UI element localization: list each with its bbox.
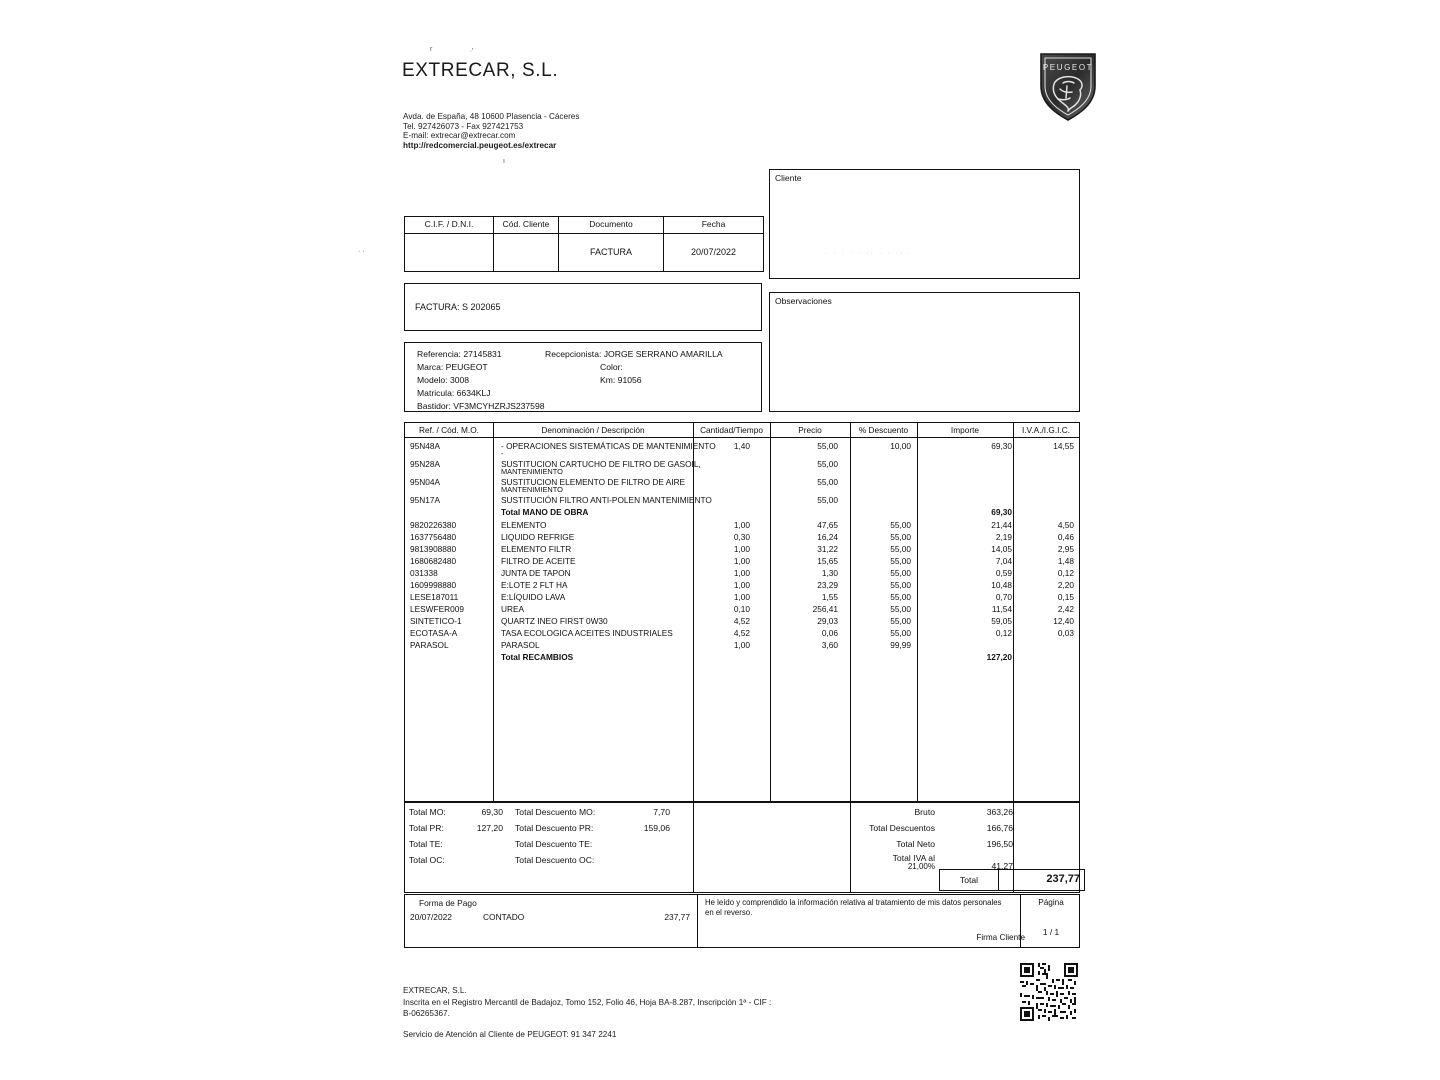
totals-right-label: Total Neto [896,839,935,849]
cell-iva: 0,46 [1057,532,1074,542]
footer-registry-line1: Inscrita en el Registro Mercantil de Badajoz, Tomo 152, Folio 46, Hoja BA-8.287, Inscripción 1ª - CIF : [403,997,772,1007]
cell-denominacion: QUARTZ INEO FIRST 0W30 [501,616,608,626]
cell-importe: 69,30 [991,441,1012,451]
totals-right-value: 196,50 [986,839,1013,849]
cell-cantidad: 1,00 [733,544,750,554]
cell-descuento: 55,00 [890,616,911,626]
column-divider [693,803,694,892]
invoice-number: FACTURA: S 202065 [415,302,501,312]
cell-ref: SINTETICO-1 [410,616,462,626]
cell-cantidad: 0,10 [733,604,750,614]
grand-total-label: Total [959,875,979,885]
company-address-line1: Avda. de España, 48 10600 Plasencia - Cáceres [403,112,580,121]
company-phone-fax: Tel. 927426073 - Fax 927421753 [403,121,524,131]
table-row [405,544,1079,556]
vehicle-info-box [404,342,762,412]
totals-left-label: Total OC: [409,855,445,865]
fecha-value: 20/07/2022 [690,247,737,257]
cell-precio: 55,00 [817,477,838,487]
page-value: 1 / 1 [1042,927,1060,937]
column-divider [697,895,698,947]
forma-de-pago-label: Forma de Pago [419,898,477,908]
referencia: Referencia: 27145831 [417,349,502,359]
cell-ref: LESWFER009 [410,604,464,614]
scan-speck: ı [503,158,505,165]
color: Color: [600,362,623,372]
cliente-faint-text: · · · · · ·· · · ·· · [825,250,913,257]
cell-descuento: 55,00 [890,568,911,578]
cell-ref: 1680682480 [410,556,457,566]
cell-denominacion: E:LÍQUIDO LAVA [501,592,566,602]
table-row [405,580,1079,592]
company-name: EXTRECAR, S.L. [402,60,559,81]
cell-precio: 55,00 [817,495,838,505]
signature-label: Firma Cliente [976,933,1025,942]
cif-dni-header: C.I.F. / D.N.I. [424,219,474,229]
cell-importe: 127,20 [986,652,1012,662]
cell-cantidad: 4,52 [733,628,750,638]
cell-importe: 11,54 [991,604,1012,614]
cell-precio: 1,55 [821,592,838,602]
cell-precio: 15,65 [817,556,838,566]
cliente-label: Cliente [775,173,802,183]
company-address [403,112,579,150]
cell-denominacion: Total RECAMBIOS [501,652,574,662]
cell-descuento: 55,00 [890,580,911,590]
cell-descuento: 10,00 [890,441,911,451]
totals-right-value: 41,27 [991,861,1013,871]
footer-customer-service: Servicio de Atención al Cliente de PEUGEOT: 91 347 2241 [403,1029,617,1039]
cod-cliente-cell [493,216,559,272]
cell-ref: 1637756480 [410,532,457,542]
cell-ref: 031338 [410,568,438,578]
grand-total-value: 237,77 [1046,873,1080,885]
cell-iva: 14,55 [1053,441,1074,451]
cell-precio: 47,65 [817,520,838,530]
recepcionista: Recepcionista: JORGE SERRANO AMARILLA [545,349,723,359]
cell-denominacion: Total MANO DE OBRA [501,507,589,517]
divider [405,233,493,234]
payment-amount: 237,77 [664,912,690,922]
header-importe: Importe [950,425,980,435]
cell-importe: 0,12 [995,628,1012,638]
table-row [405,556,1079,568]
fecha-cell [663,216,764,272]
divider [998,870,999,890]
table-row [405,640,1079,652]
observaciones-box [769,292,1080,412]
payment-box [404,894,1080,948]
footer-legal [403,985,1023,1040]
footer-company: EXTRECAR, S.L. [403,986,467,995]
invoice-number-box [404,283,762,331]
cell-denominacion-line2: MANTENIMIENTO [501,485,563,494]
cell-importe: 69,30 [991,507,1012,517]
cell-importe: 10,48 [991,580,1012,590]
cell-descuento: 55,00 [890,544,911,554]
cell-cantidad: 0,30 [733,532,750,542]
line-items-header-row [405,423,1079,438]
cell-precio: 0,06 [821,628,838,638]
matricula: Matricula: 6634KLJ [417,388,491,398]
cell-ref: 95N48A [410,441,440,451]
cell-descuento: 55,00 [890,556,911,566]
cell-denominacion: SUSTITUCION CARTUCHO DE FILTRO DE GASOIL, [501,459,701,469]
cell-cantidad: 1,00 [733,580,750,590]
cell-precio: 31,22 [817,544,838,554]
peugeot-wordmark: PEUGEOT [1042,63,1094,72]
cell-importe: 7,04 [995,556,1012,566]
spacer [403,1020,1023,1029]
cell-iva: 1,48 [1057,556,1074,566]
scan-speck: · · [358,248,365,255]
marca: Marca: PEUGEOT [417,362,488,372]
payment-method: CONTADO [483,912,525,922]
documento-value: FACTURA [589,247,632,257]
cell-ref: LESE187011 [410,592,459,602]
cell-precio: 29,03 [817,616,838,626]
cell-cantidad: 1,00 [733,640,750,650]
cell-denominacion: - OPERACIONES SISTEMÁTICAS DE MANTENIMIENTO [501,441,716,451]
payment-date: 20/07/2022 [410,912,452,922]
company-email: E-mail: extrecar@extrecar.com [403,131,516,141]
cell-iva: 4,50 [1057,520,1074,530]
totals-left-label: Total MO: [409,807,446,817]
totals-discount-label: Total Descuento PR: [515,823,594,833]
header-descuento: % Descuento [858,425,909,435]
cell-iva: 0,12 [1057,568,1074,578]
cell-importe: 2,19 [995,532,1012,542]
cell-cantidad: 1,00 [733,592,750,602]
totals-left-label: Total TE: [409,839,443,849]
legal-consent-text: He leído y comprendido la información relativa al tratamiento de mis datos personales en el reverso. [705,898,1002,917]
cell-ref: 9813908880 [410,544,457,554]
cell-denominacion: E:LOTE 2 FLT HA [501,580,568,590]
cell-iva: 0,15 [1057,592,1074,602]
totals-right-label: Total IVA al [892,853,935,863]
table-row [405,495,1079,507]
observaciones-label: Observaciones [775,296,832,306]
cell-importe: 59,05 [991,616,1012,626]
table-row [405,441,1079,453]
cell-ref: 95N17A [410,495,440,505]
cell-cantidad: 1,40 [733,441,750,451]
table-row [405,507,1079,519]
totals-left-value: 127,20 [476,823,503,833]
cell-descuento: 55,00 [890,628,911,638]
header-denominacion: Denominación / Descripción [541,425,645,435]
cell-denominacion: TASA ECOLOGICA ACEITES INDUSTRIALES [501,628,673,638]
cell-ref: PARASOL [410,640,449,650]
header-iva: I.V.A./I.G.I.C. [1021,425,1071,435]
totals-left-value: 69,30 [481,807,503,817]
cell-iva: 2,95 [1057,544,1074,554]
cell-denominacion-line2: MANTENIMIENTO [501,467,563,476]
scan-speck: r [430,46,433,53]
documento-cell [558,216,664,272]
totals-left-label: Total PR: [409,823,444,833]
totals-discount-value: 159,06 [643,823,670,833]
cliente-box [769,169,1080,279]
cell-importe: 0,59 [995,568,1012,578]
cell-descuento: 55,00 [890,592,911,602]
cell-iva: 2,42 [1057,604,1074,614]
totals-discount-label: Total Descuento MO: [515,807,596,817]
cell-ref: 1609998880 [410,580,457,590]
cell-ref: ECOTASA-A [410,628,458,638]
divider [664,233,763,234]
grand-total-row [939,869,1085,891]
cell-precio: 16,24 [817,532,838,542]
totals-discount-label: Total Descuento TE: [515,839,593,849]
cell-cantidad: 1,00 [733,520,750,530]
cell-ref: 9820226380 [410,520,457,530]
totals-discount-value: 7,70 [653,807,670,817]
cell-ref: 95N04A [410,477,440,487]
totals-right-label: Total Descuentos [869,823,935,833]
cell-denominacion: SUSTITUCIÓN FILTRO ANTI-POLEN MANTENIMIENTO [501,495,712,505]
cell-descuento: 55,00 [890,532,911,542]
cell-denominacion: PARASOL [501,640,540,650]
divider [494,233,558,234]
cell-descuento: 99,99 [890,640,911,650]
page-label: Página [1038,898,1064,907]
cell-descuento: 55,00 [890,604,911,614]
cell-precio: 23,29 [817,580,838,590]
cell-iva: 0,03 [1057,628,1074,638]
totals-right-label: Bruto [914,807,935,817]
documento-header: Documento [589,219,633,229]
cell-precio: 55,00 [817,459,838,469]
footer-registry-line2: B-06265367. [403,1009,450,1018]
document-info-table [404,216,737,272]
table-row [405,616,1079,628]
header-cantidad: Cantidad/Tiempo [700,425,763,435]
line-items-table [404,422,1080,802]
cell-denominacion: JUNTA DE TAPON [501,568,571,578]
km: Km: 91056 [600,375,642,385]
company-website: http://redcomercial.peugeot.es/extrecar [403,140,557,150]
table-row [405,520,1079,532]
cell-denominacion: ELEMENTO [501,520,547,530]
cod-cliente-header: Cód. Cliente [502,219,550,229]
cell-precio: 3,60 [821,640,838,650]
cell-denominacion: SUSTITUCION ELEMENTO DE FILTRO DE AIRE [501,477,686,487]
cell-cantidad: 1,00 [733,556,750,566]
header-precio: Precio [798,425,822,435]
scan-speck: ∙′ [470,48,474,55]
totals-right-value: 166,76 [986,823,1013,833]
table-row [405,604,1079,616]
totals-right-value: 363,26 [986,807,1013,817]
header-ref: Ref. / Cód. M.O. [419,425,479,435]
cell-precio: 256,41 [812,604,838,614]
cell-denominacion: UREA [501,604,525,614]
bastidor: Bastidor: VF3MCYHZRJS237598 [417,401,545,411]
cell-denominacion-line2: - [501,449,504,458]
cell-precio: 1,30 [821,568,838,578]
cell-denominacion: FILTRO DE ACEITE [501,556,576,566]
cell-importe: 0,70 [995,592,1012,602]
cell-iva: 2,20 [1057,580,1074,590]
totals-box [404,802,1080,893]
totals-discount-label: Total Descuento OC: [515,855,595,865]
modelo: Modelo: 3008 [417,375,470,385]
table-row [405,532,1079,544]
cell-precio: 55,00 [817,441,838,451]
divider [559,233,663,234]
table-row [405,592,1079,604]
fecha-header: Fecha [701,219,726,229]
table-row [405,568,1079,580]
cif-dni-cell [404,216,494,272]
cell-denominacion: LIQUIDO REFRIGE [501,532,575,542]
cell-iva: 12,40 [1053,616,1074,626]
cell-ref: 95N28A [410,459,440,469]
cell-importe: 14,05 [991,544,1012,554]
cell-cantidad: 1,00 [733,568,750,578]
peugeot-shield-logo [1019,42,1117,127]
table-row [405,628,1079,640]
cell-cantidad: 4,52 [733,616,750,626]
qr-code [1020,963,1078,1021]
cell-denominacion: ELEMENTO FILTR [501,544,572,554]
table-row [405,652,1079,664]
totals-right-label-secondary: 21,00% [907,862,935,871]
cell-descuento: 55,00 [890,520,911,530]
cell-importe: 21,44 [991,520,1012,530]
